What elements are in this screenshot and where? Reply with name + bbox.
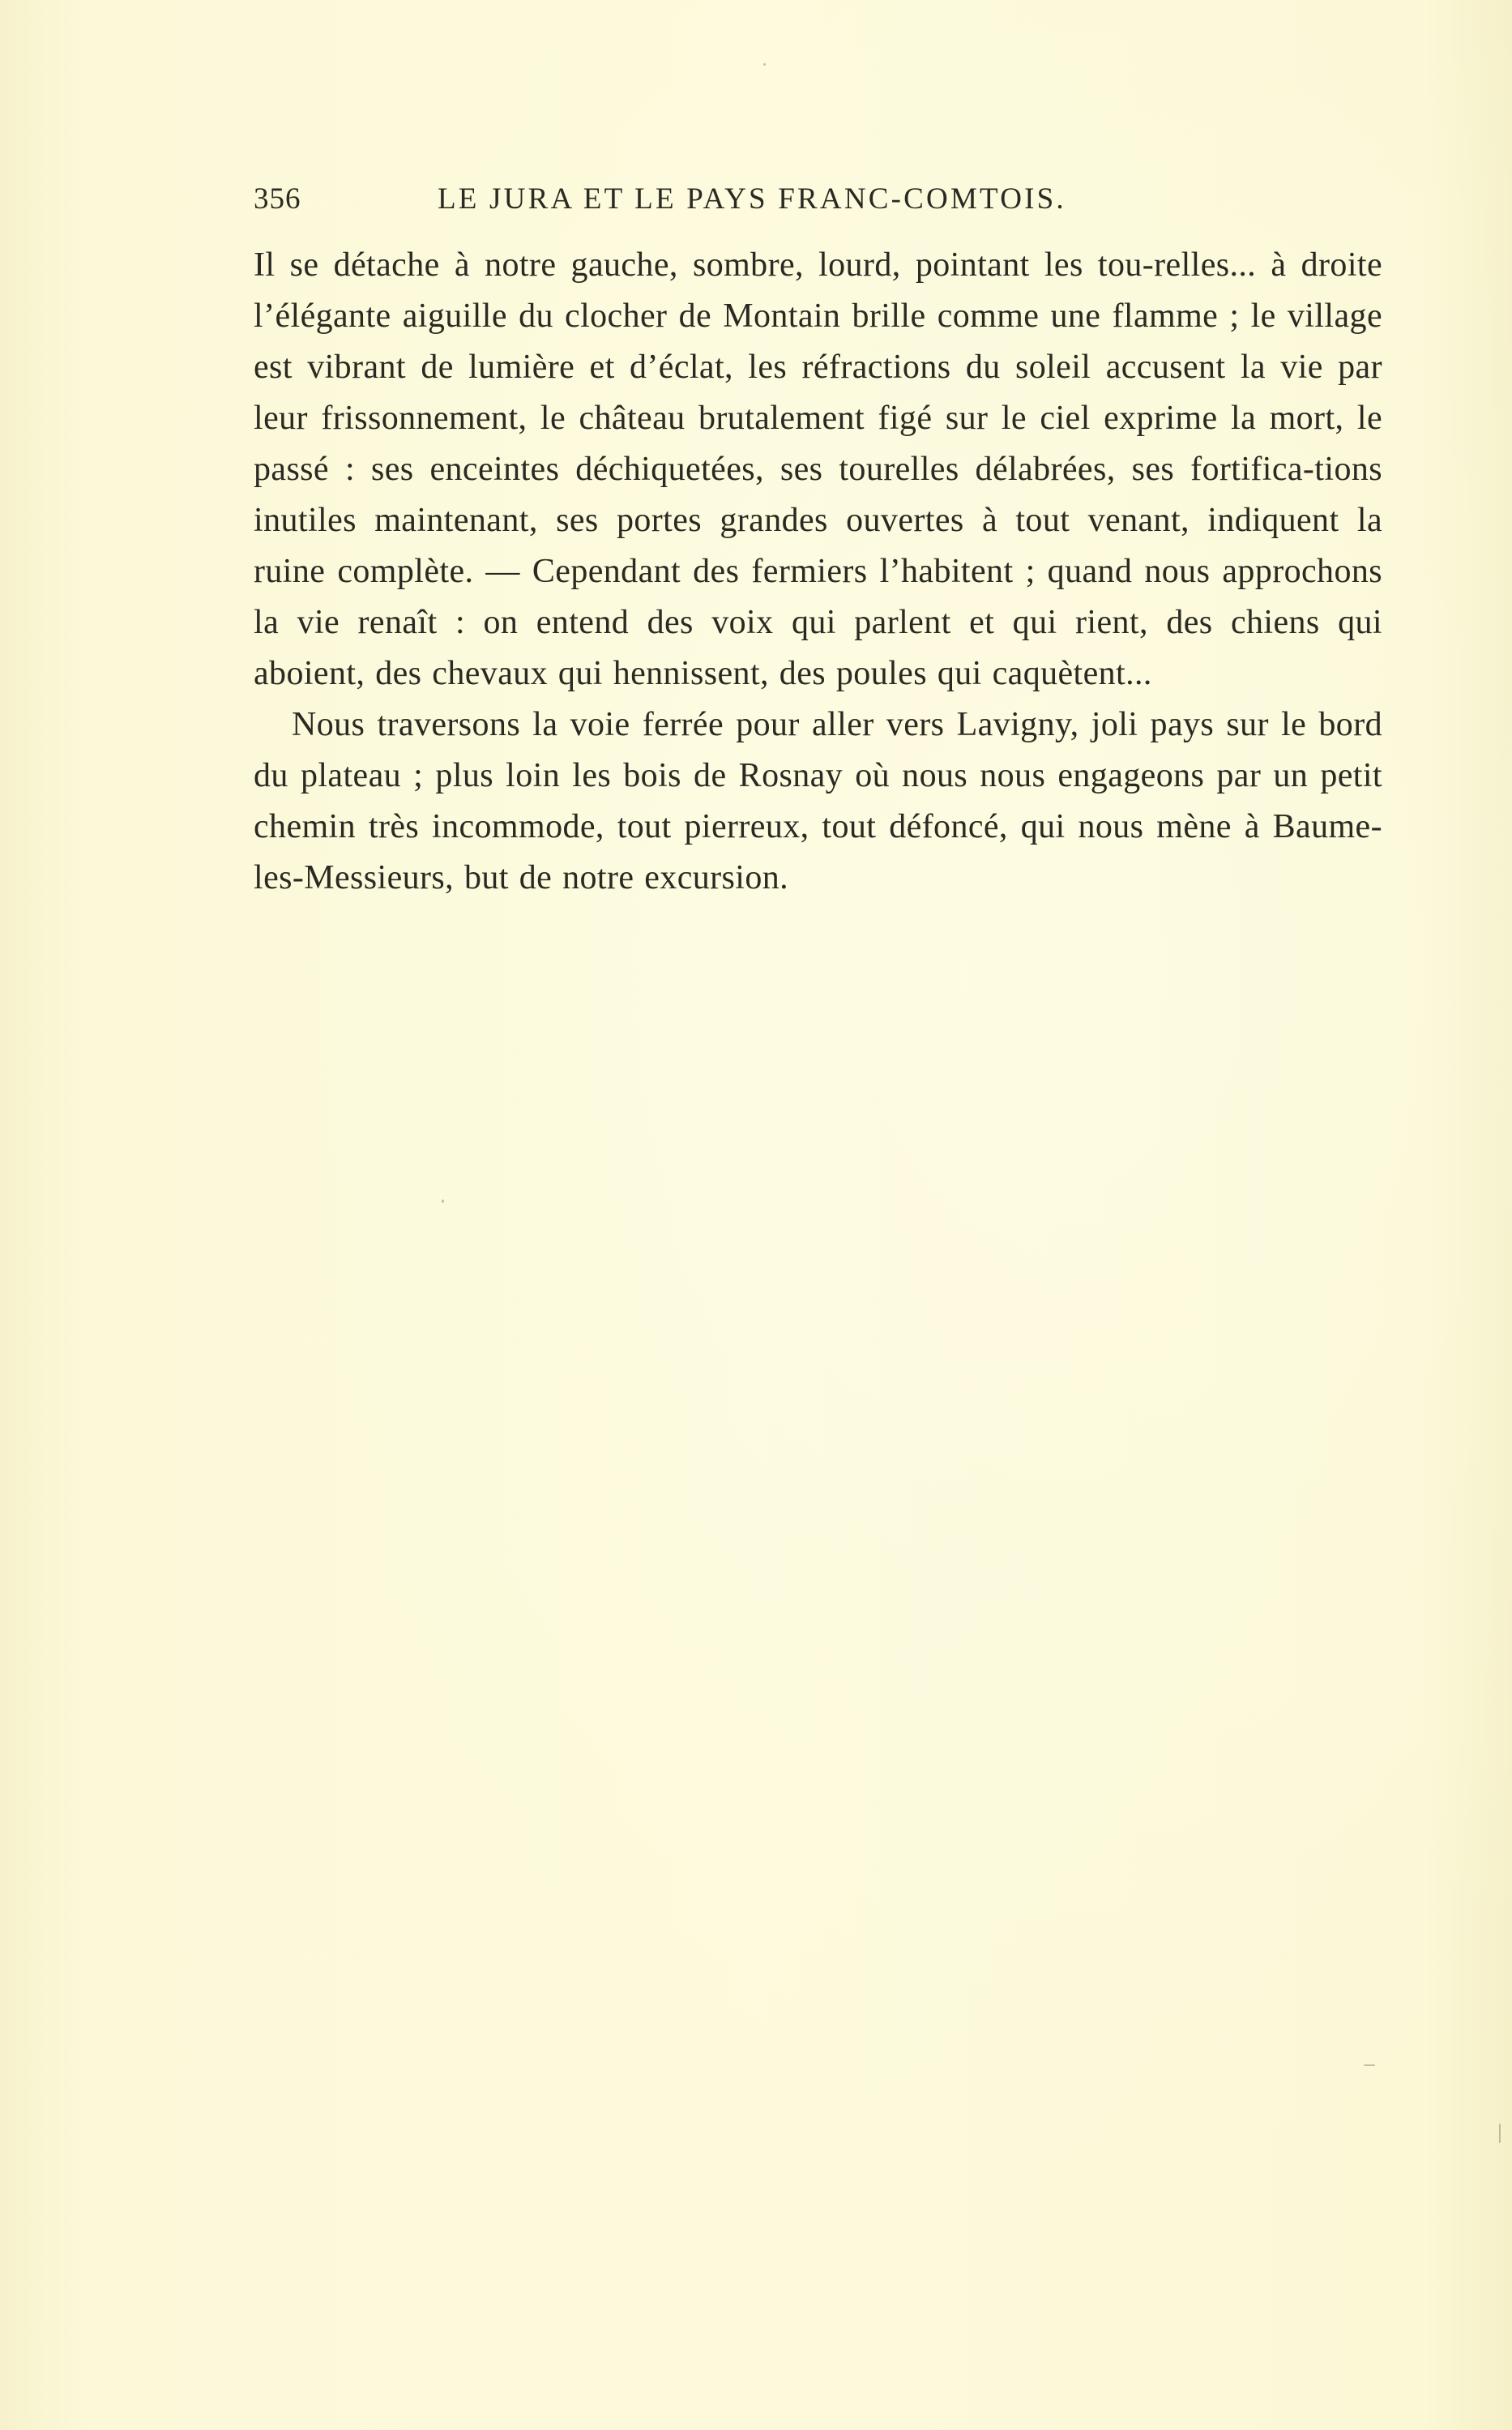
- body-text: [254, 240, 1382, 904]
- paper-speck: [1499, 2124, 1501, 2143]
- paper-speck: [1364, 2064, 1375, 2066]
- paragraph-2: Nous traversons la voie ferrée pour aller vers Lavigny, joli pays sur le bord du plateau ; plus loin les bois de Rosnay où nous nous engageons par un petit chemin très incommode, tout pierreux, tout défoncé, qui nous mène à Baume-les-Messieurs, but de notre excursion.: [254, 706, 1382, 896]
- page-number: 356: [254, 182, 301, 216]
- page-header: [254, 182, 1234, 222]
- paragraph-1: Il se détache à notre gauche, sombre, lourd, pointant les tou-relles... à droite l’élégante aiguille du clocher de Montain brille comme une flamme ; le village est vibrant de lumière et d’éclat, les réfractions du soleil accusent la vie par leur frissonnement, le château brutalement figé sur le ciel exprime la mort, le passé : ses enceintes déchiquetées, ses tourelles délabrées, ses fortifica-tions inutiles maintenant, ses portes grandes ouvertes à tout venant, indiquent la ruine complète. — Cependant des fermiers l’habitent ; quand nous approchons la vie renaît : on entend des voix qui parlent et qui rient, des chiens qui aboient, des chevaux qui hennissent, des poules qui caquètent...: [254, 246, 1382, 692]
- paper-speck: [442, 1200, 444, 1203]
- running-title: LE JURA ET LE PAYS FRANC-COMTOIS.: [438, 182, 1066, 216]
- paper-speck: [763, 63, 766, 66]
